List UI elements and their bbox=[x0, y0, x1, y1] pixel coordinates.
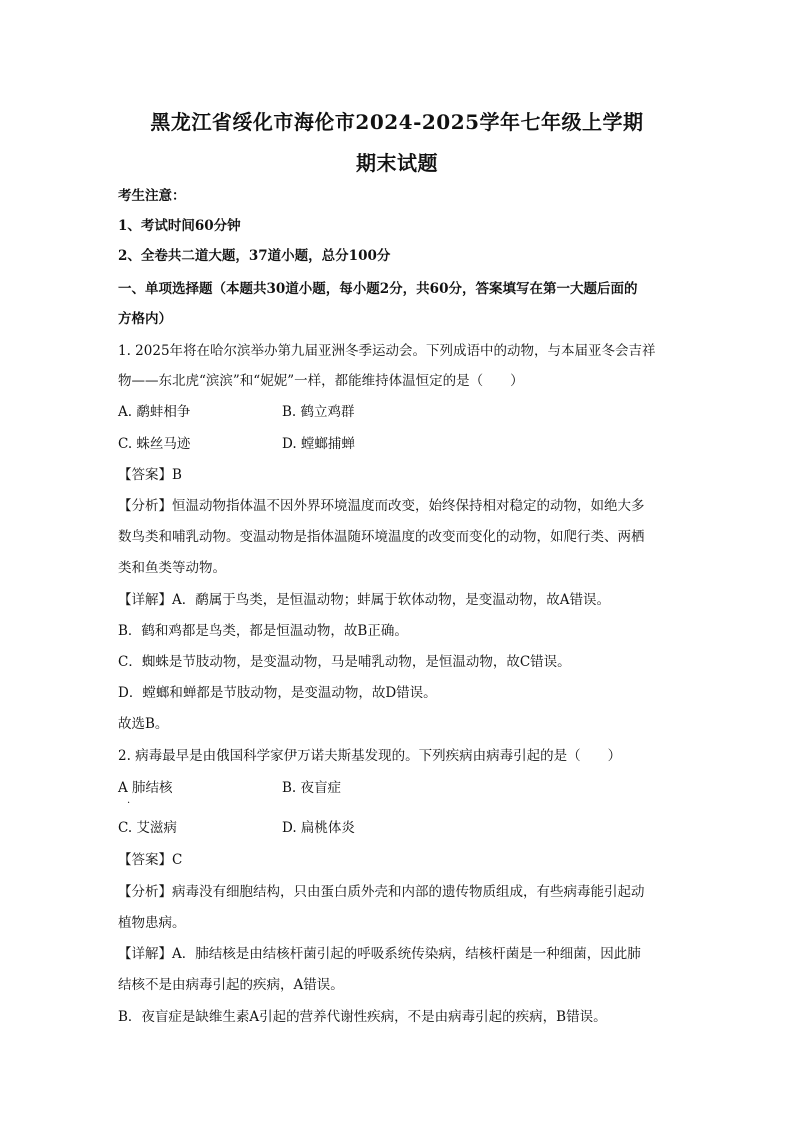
q2-detail-a-line1: 【详解】A．肺结核是由结核杆菌引起的呼吸系统传染病，结核杆菌是一种细菌，因此肺 bbox=[118, 946, 641, 962]
q1-option-a: A. 鹬蚌相争 bbox=[118, 404, 191, 420]
q1-option-d: D. 螳螂捕蝉 bbox=[282, 436, 355, 452]
q2-option-a: A 肺结核 bbox=[118, 780, 173, 796]
q1-stem-line2: 物——东北虎“滨滨”和“妮妮”一样，都能维持体温恒定的是（ ） bbox=[118, 373, 524, 389]
q2-option-a-dot: . bbox=[127, 795, 131, 806]
section1-heading-line1: 一、单项选择题（本题共30道小题，每小题2分，共60分，答案填写在第一大题后面的 bbox=[118, 281, 638, 297]
q1-option-c: C. 蛛丝马迹 bbox=[118, 436, 191, 452]
doc-title-line1: 黑龙江省绥化市海伦市2024-2025学年七年级上学期 bbox=[150, 110, 644, 134]
notice-item-1: 1、考试时间60分钟 bbox=[118, 218, 241, 234]
q1-analysis-line2: 数鸟类和哺乳动物。变温动物是指体温随环境温度的改变而变化的动物，如爬行类、两栖 bbox=[118, 529, 645, 545]
notice-item-2: 2、全卷共二道大题，37道小题，总分100分 bbox=[118, 248, 391, 264]
q1-detail-a: 【详解】A．鹬属于鸟类，是恒温动物；蚌属于软体动物，是变温动物，故A错误。 bbox=[118, 592, 610, 608]
q2-analysis-line2: 植物患病。 bbox=[118, 915, 186, 931]
q1-detail-d: D．螳螂和蝉都是节肢动物，是变温动物，故D错误。 bbox=[118, 685, 437, 701]
q2-option-c: C. 艾滋病 bbox=[118, 820, 177, 836]
q1-stem-line1: 1. 2025年将在哈尔滨举办第九届亚洲冬季运动会。下列成语中的动物，与本届亚冬会吉祥 bbox=[118, 343, 656, 359]
q1-analysis-line3: 类和鱼类等动物。 bbox=[118, 560, 226, 576]
doc-title-line2: 期末试题 bbox=[356, 151, 438, 175]
q2-analysis-line1: 【分析】病毒没有细胞结构，只由蛋白质外壳和内部的遗传物质组成，有些病毒能引起动 bbox=[118, 884, 645, 900]
q1-conclusion: 故选B。 bbox=[118, 716, 169, 732]
q1-detail-b: B．鹤和鸡都是鸟类，都是恒温动物，故B正确。 bbox=[118, 623, 408, 639]
q1-option-b: B. 鹤立鸡群 bbox=[282, 404, 355, 420]
q2-detail-b: B．夜盲症是缺维生素A引起的营养代谢性疾病，不是由病毒引起的疾病，B错误。 bbox=[118, 1009, 607, 1025]
q2-detail-a-line2: 结核不是由病毒引起的疾病，A错误。 bbox=[118, 977, 344, 993]
q1-analysis-line1: 【分析】恒温动物指体温不因外界环境温度而改变，始终保持相对稳定的动物，如绝大多 bbox=[118, 498, 645, 514]
section1-heading-line2: 方格内） bbox=[118, 311, 172, 327]
q1-detail-c: C．蜘蛛是节肢动物，是变温动物，马是哺乳动物，是恒温动物，故C错误。 bbox=[118, 654, 571, 670]
q2-answer: 【答案】C bbox=[118, 852, 183, 868]
q2-stem: 2. 病毒最早是由俄国科学家伊万诺夫斯基发现的。下列疾病由病毒引起的是（ ） bbox=[118, 748, 622, 764]
notice-heading: 考生注意： bbox=[118, 188, 186, 204]
q2-option-d: D. 扁桃体炎 bbox=[282, 820, 355, 836]
q2-option-b: B. 夜盲症 bbox=[282, 780, 342, 796]
q1-answer: 【答案】B bbox=[118, 467, 182, 483]
